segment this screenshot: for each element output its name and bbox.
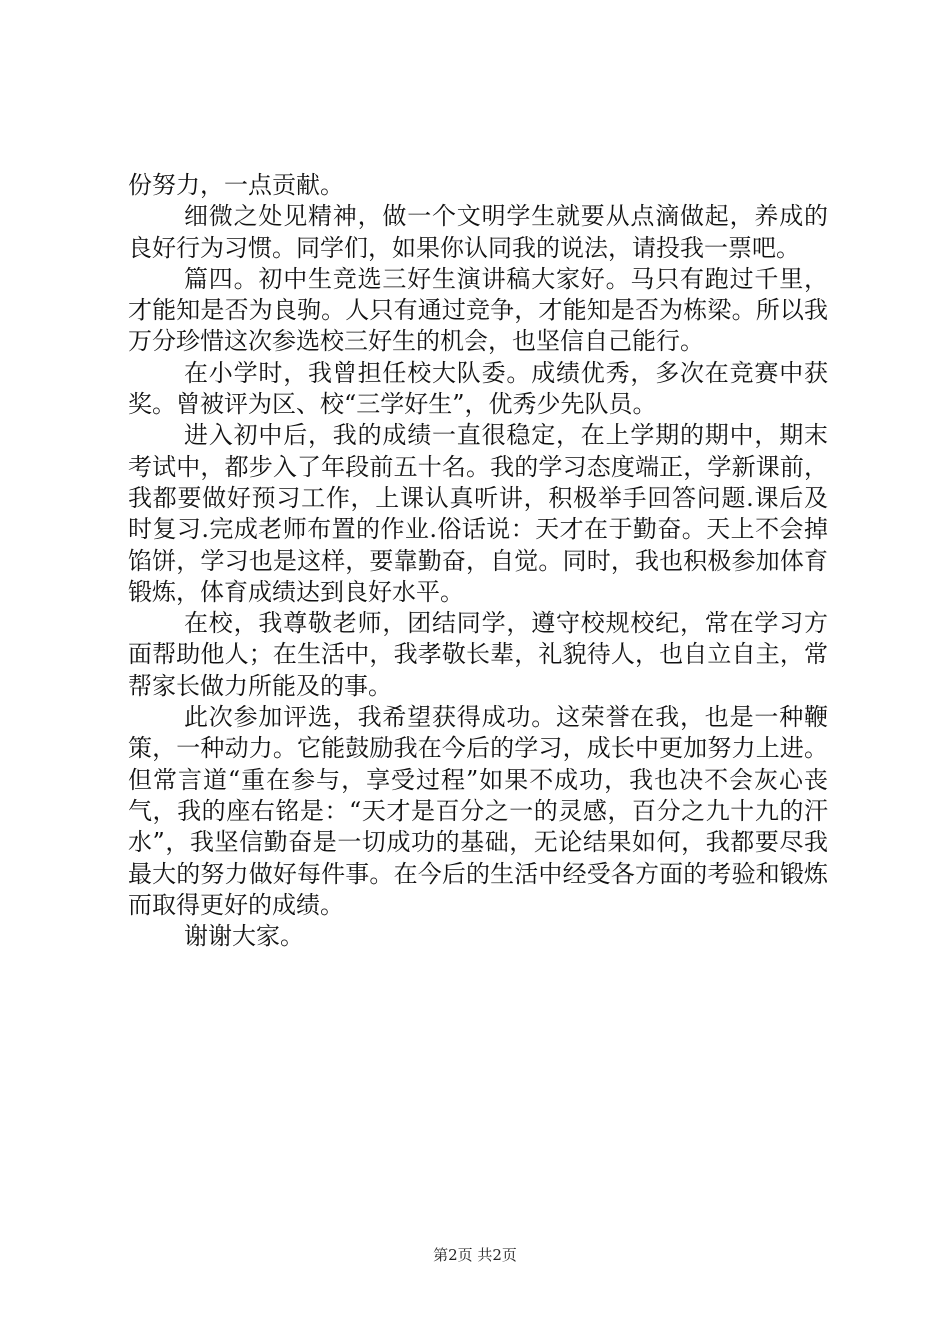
paragraph: 在小学时，我曾担任校大队委。成绩优秀，多次在竞赛中获奖。曾被评为区、校“三学好生”，优秀少先队员。 bbox=[128, 358, 828, 419]
paragraph: 此次参加评选，我希望获得成功。这荣誉在我，也是一种鞭策，一种动力。它能鼓励我在今后的学习，成长中更加努力上进。但常言道“重在参与，享受过程”如果不成功，我也决不会灰心丧气，我的座右铭是：“天才是百分之一的灵感，百分之九十九的汗水”，我坚信勤奋是一切成功的基础，无论结果如何，我都要尽我最大的努力做好每件事。在今后的生活中经受各方面的考验和锻炼而取得更好的成绩。 bbox=[128, 703, 828, 919]
paragraph-continuation: 份努力，一点贡献。 bbox=[128, 171, 344, 199]
paragraph-closing: 谢谢大家。 bbox=[184, 922, 304, 951]
page-number-footer: 第2页 共2页 bbox=[433, 1246, 517, 1264]
paragraph: 篇四。初中生竞选三好生演讲稿大家好。马只有跑过千里，才能知是否为良驹。人只有通过竞争，才能知是否为栋梁。所以我万分珍惜这次参选校三好生的机会，也坚信自己能行。 bbox=[128, 264, 828, 356]
paragraph: 细微之处见精神，做一个文明学生就要从点滴做起，养成的良好行为习惯。同学们，如果你认同我的说法，请投我一票吧。 bbox=[128, 202, 828, 262]
paragraph: 进入初中后，我的成绩一直很稳定，在上学期的期中，期末考试中，都步入了年段前五十名。我的学习态度端正，学新课前，我都要做好预习工作，上课认真听讲，积极举手回答问题.课后及时复习.完成老师布置的作业.俗话说：天才在于勤奋。天上不会掉馅饼，学习也是这样，要靠勤奋，自觉。同时，我也积极参加体育锻炼，体育成绩达到良好水平。 bbox=[128, 421, 828, 606]
document-body bbox=[128, 170, 828, 952]
paragraph: 在校，我尊敬老师，团结同学，遵守校规校纪，常在学习方面帮助他人；在生活中，我孝敬长辈，礼貌待人，也自立自主，常帮家长做力所能及的事。 bbox=[128, 609, 828, 700]
